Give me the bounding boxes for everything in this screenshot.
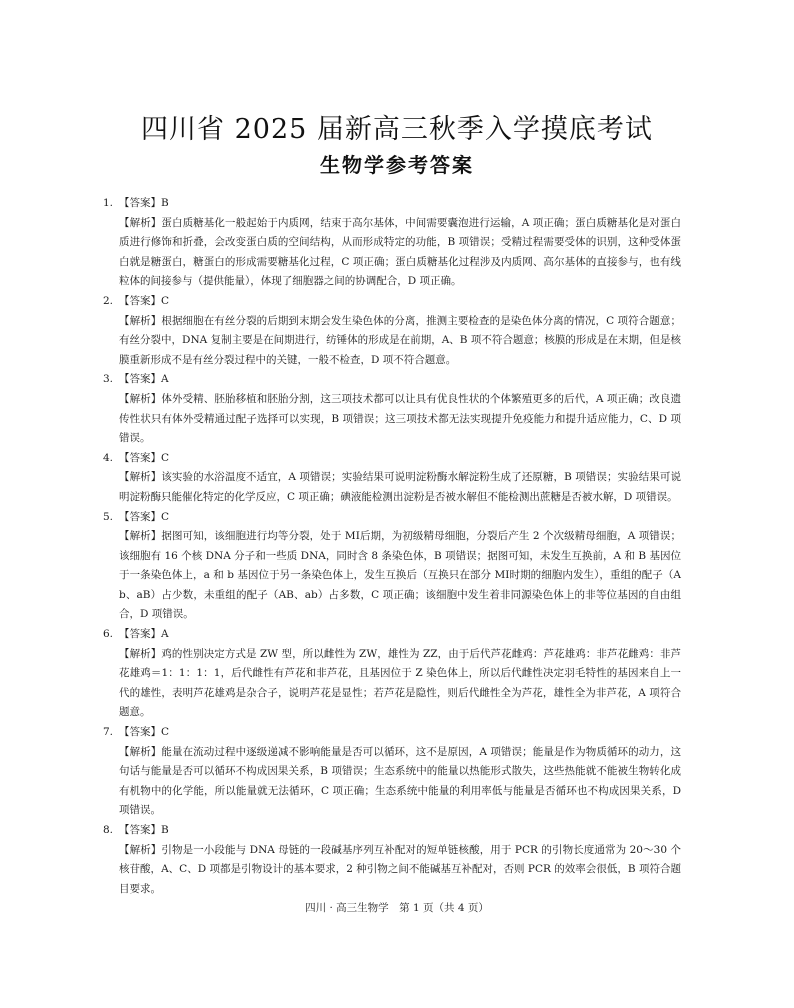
- answer-list: [103, 194, 681, 899]
- question-answer: [103, 723, 681, 743]
- question-item-5: [103, 508, 681, 626]
- question-item-4: [103, 449, 681, 508]
- question-number: 8.: [103, 824, 114, 836]
- question-answer: [103, 508, 681, 528]
- question-number: 7.: [103, 726, 114, 739]
- answer-label: 【答案】A: [119, 373, 169, 386]
- answer-label: 【答案】C: [119, 510, 170, 523]
- question-analysis: 【解析】鸡的性别决定方式是 ZW 型，所以雌性为 ZW，雄性为 ZZ，由于后代芦花雌鸡：芦花雄鸡：非芦花雌鸡：非芦花雄鸡＝1：1：1：1，后代雌性有芦花和非芦花，且基因位于 Z 染色体上，所以后代雌性决定羽毛特性的基因来自上一代的雄性，表明芦花雄鸡是杂合子，说明芦花是显性；若芦花是隐性，则后代雌性全为芦花，雄性全为非芦花，A 项符合题意。: [119, 647, 681, 719]
- question-item-8: [103, 821, 681, 899]
- question-item-7: [103, 723, 681, 821]
- question-number: 5.: [103, 510, 114, 523]
- question-item-6: [103, 625, 681, 723]
- question-item-2: [103, 292, 681, 370]
- answer-label: 【答案】A: [119, 628, 169, 641]
- answer-key-subtitle: 生物学参考答案: [320, 153, 474, 177]
- question-answer: [103, 625, 681, 645]
- question-number: 1.: [103, 197, 114, 209]
- answer-label: 【答案】B: [119, 824, 169, 836]
- question-analysis: 【解析】根据细胞在有丝分裂的后期到末期会发生染色体的分离，推测主要检查的是染色体分离的情况，C 项符合题意；有丝分裂中，DNA 复制主要是在间期进行，纺锤体的形成是在前期，A、B 项不符合题意；核膜的形成是在末期，但是核膜重新形成不是有丝分裂过程中的关键，一般不检查，D 项不符合题意。: [119, 314, 681, 366]
- question-answer: [103, 194, 681, 214]
- question-answer: [103, 449, 681, 469]
- answer-label: 【答案】C: [119, 726, 170, 739]
- exam-title: 四川省 2025 届新高三秋季入学摸底考试: [141, 114, 653, 145]
- answer-label: 【答案】C: [119, 294, 170, 307]
- question-analysis: 【解析】该实验的水浴温度不适宜，A 项错误；实验结果可说明淀粉酶水解淀粉生成了还原糖，B 项错误；实验结果可说明淀粉酶只能催化特定的化学反应，C 项正确；碘液能检测出淀粉是否被水解但不能检测出蔗糖是否被水解，D 项错误。: [119, 471, 681, 503]
- question-analysis: 【解析】能量在流动过程中逐级递减不影响能量是否可以循环，这不是原因，A 项错误；能量是作为物质循环的动力，这句话与能量是否可以循环不构成因果关系，B 项错误；生态系统中的能量以热能形式散失，这些热能就不能被生物转化成有机物中的化学能，所以能量就无法循环，C 项正确；生态系统中能量的利用率低与能量是否循环也不构成因果关系，D 项错误。: [119, 745, 681, 817]
- question-item-1: [103, 194, 681, 292]
- question-answer: [103, 370, 681, 390]
- question-analysis: 【解析】蛋白质糖基化一般起始于内质网，结束于高尔基体，中间需要囊泡进行运输，A 项正确；蛋白质糖基化是对蛋白质进行修饰和折叠，会改变蛋白质的空间结构，从而形成特定的功能，B 项错误；受精过程需要受体的识别，这种受体蛋白就是糖蛋白，糖蛋白的形成需要糖基化过程，C 项正确；蛋白质糖基化过程涉及内质网、高尔基体的直接参与，也有线粒体的间接参与（提供能量），体现了细胞器之间的协调配合，D 项正确。: [119, 216, 681, 288]
- question-analysis: 【解析】据图可知，该细胞进行均等分裂，处于 MⅠ后期，为初级精母细胞，分裂后产生 2 个次级精母细胞，A 项错误；该细胞有 16 个核 DNA 分子和一些质 DNA，同时含 8 条染色体，B 项错误；据图可知，未发生互换前，A 和 B 基因位于一条染色体上，a 和 b 基因位于另一条染色体上，发生互换后（互换只在部分 MⅠ时期的细胞内发生），重组的配子（Ab、aB）占少数，未重组的配子（AB、ab）占多数，C 项正确；该细胞中发生着非同源染色体上的非等位基因的自由组合，D 项错误。: [119, 530, 681, 621]
- question-number: 4.: [103, 451, 114, 464]
- question-number: 6.: [103, 628, 114, 641]
- question-answer: [103, 292, 681, 312]
- page-footer: 四川 · 高三生物学 第 1 页（共 4 页）: [305, 902, 489, 914]
- question-answer: [103, 821, 681, 841]
- question-item-3: [103, 370, 681, 448]
- question-analysis: 【解析】引物是一小段能与 DNA 母链的一段碱基序列互补配对的短单链核酸，用于 PCR 的引物长度通常为 20～30 个核苷酸，A、C、D 项都是引物设计的基本要求，2 种引物之间不能碱基互补配对，否则 PCR 的效率会很低，B 项符合题目要求。: [119, 843, 681, 895]
- question-number: 2.: [103, 294, 114, 307]
- answer-label: 【答案】C: [119, 451, 170, 464]
- answer-label: 【答案】B: [119, 197, 169, 209]
- question-number: 3.: [103, 373, 114, 386]
- question-analysis: 【解析】体外受精、胚胎移植和胚胎分割，这三项技术都可以让具有优良性状的个体繁殖更多的后代，A 项正确；改良遗传性状只有体外受精通过配子选择可以实现，B 项错误；这三项技术都无法实现提升免疫能力和提升适应能力，C、D 项错误。: [119, 392, 681, 445]
